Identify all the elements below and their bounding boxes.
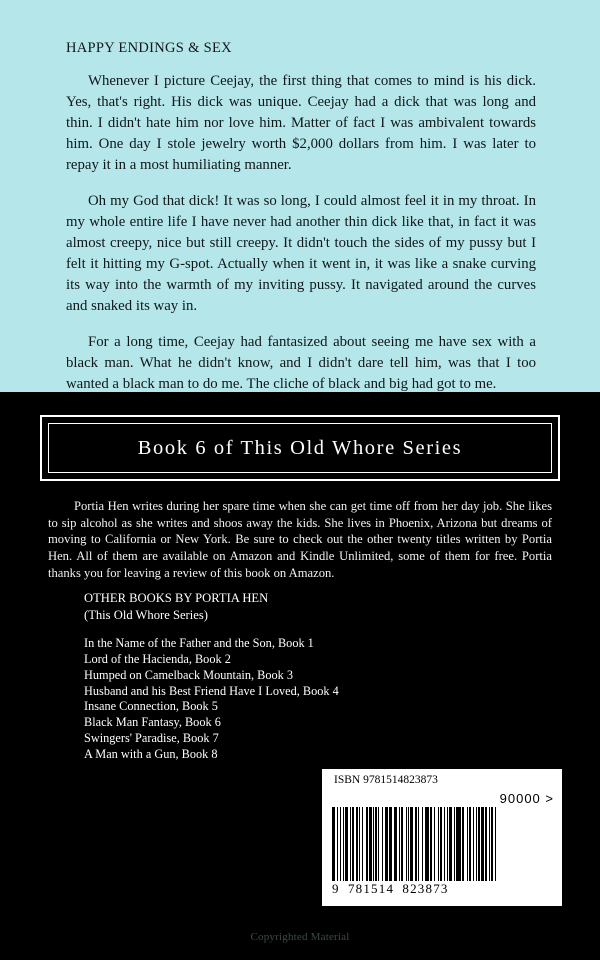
- barcode-bars-icon: [332, 807, 554, 881]
- blurb-section: [66, 40, 536, 410]
- list-item: In the Name of the Father and the Son, Book 1: [84, 636, 314, 650]
- blurb-paragraph-2: Oh my God that dick! It was so long, I could almost feel it in my throat. In my whole entire life I have never had another thin dick like that, in fact it was almost creepy, nice but still creepy. It didn't touch the sides of my pussy but I felt it hitting my G-spot. Actually when it went in, it was like a snake curving its way into the warmth of my inviting pussy. It navigated around the curves and snaked its way in.: [66, 193, 536, 315]
- list-item: A Man with a Gun, Book 8: [84, 747, 218, 762]
- barcode-block: [322, 769, 562, 906]
- blurb-paragraph-1: Whenever I picture Ceejay, the first thing that comes to mind is his dick. Yes, that's right. His dick was unique. Ceejay had a dick that was long and thin. I didn't hate him nor love him. Matter of fact I was ambivalent towards him. One day I stole jewelry worth $2,000 dollars from him. I was later to repay it in a most humiliating manner.: [66, 73, 536, 174]
- price-code-label: 90000 >: [499, 791, 554, 806]
- list-item: Humped on Camelback Mountain, Book 3: [84, 667, 294, 682]
- other-books-heading-block: [84, 590, 268, 624]
- other-books-subheading: (This Old Whore Series): [84, 608, 208, 622]
- list-item: Swingers' Paradise, Book 7: [84, 731, 219, 746]
- isbn-label: ISBN 9781514823873: [334, 774, 438, 786]
- series-banner: [40, 415, 560, 481]
- author-bio: [48, 498, 552, 582]
- author-bio-text: Portia Hen writes during her spare time when she can get time off from her day job. She likes to sip alcohol as she writes and shoos away the kids. She lives in Phoenix, Arizona but dreams of moving to California or New York. Be sure to check out the other twenty titles written by Portia Hen. All of them are available on Amazon and Kindle Unlimited, some of them for free. Portia thanks you for leaving a review of this book on Amazon.: [48, 499, 552, 580]
- list-item: Black Man Fantasy, Book 6: [84, 715, 221, 730]
- blurb-paragraph-3: For a long time, Ceejay had fantasized about seeing me have sex with a black man. What he didn't know, and I didn't dare tell him, was that I too wanted a black man to do me. The cliche of black and big had got to me.: [66, 334, 536, 393]
- upper-panel: [0, 0, 600, 392]
- lower-panel: [0, 392, 600, 960]
- other-books-list: [84, 636, 339, 763]
- series-banner-text: Book 6 of This Old Whore Series: [137, 436, 463, 459]
- copyright-notice-bottom: Copyrighted Material: [250, 931, 350, 943]
- list-item: Husband and his Best Friend Have I Loved, Book 4: [84, 683, 339, 698]
- barcode-digits: 9 781514 823873: [332, 881, 449, 896]
- other-books-heading: OTHER BOOKS BY PORTIA HEN: [84, 591, 269, 605]
- series-banner-inner: [48, 423, 552, 473]
- blurb-heading: HAPPY ENDINGS & SEX: [66, 40, 232, 56]
- list-item: Lord of the Hacienda, Book 2: [84, 651, 231, 666]
- list-item: Insane Connection, Book 5: [84, 699, 218, 714]
